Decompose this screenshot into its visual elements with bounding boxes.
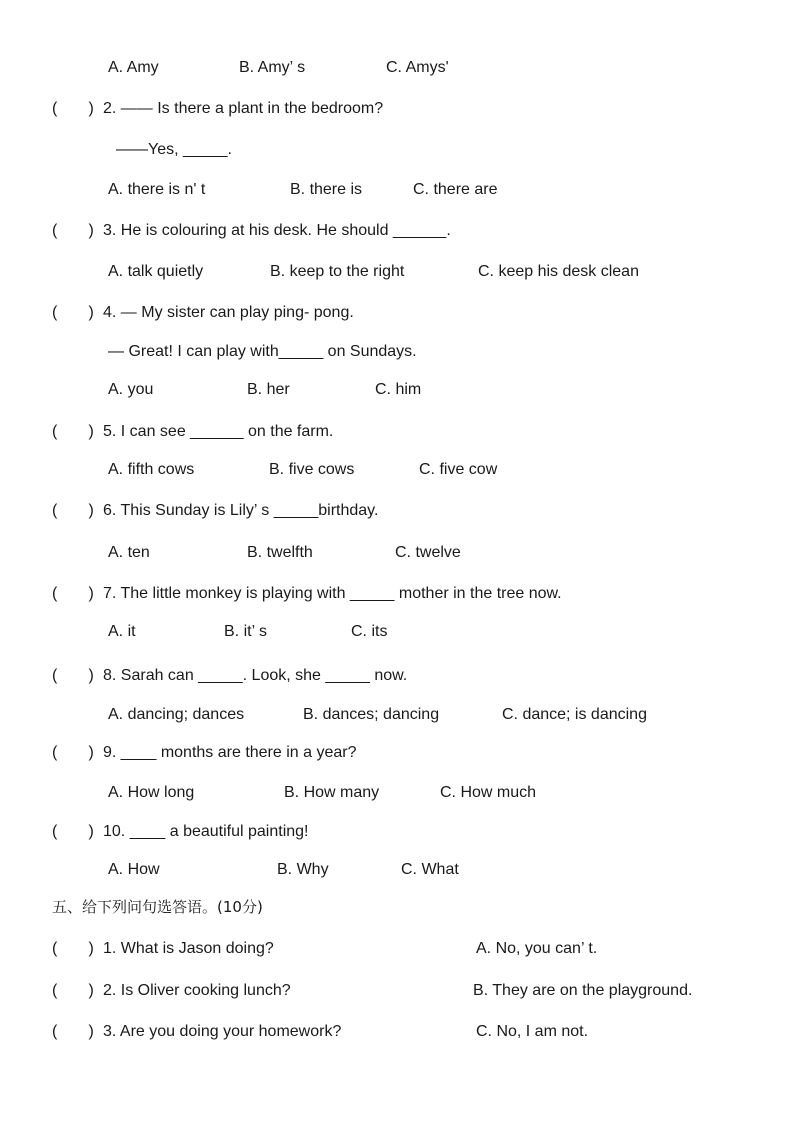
q7-answer-blank[interactable]: ( ): [52, 585, 94, 602]
q10-option-b: B. Why: [277, 861, 329, 878]
q8-option-b: B. dances; dancing: [303, 706, 440, 723]
q3-stem: 3. He is colouring at his desk. He should ______.: [103, 222, 451, 239]
q10-stem: 10. ____ a beautiful painting!: [103, 823, 309, 840]
s5-q2-question: 2. Is Oliver cooking lunch?: [103, 982, 291, 999]
q2-answer-blank[interactable]: ( ): [52, 100, 94, 117]
q10-option-c: C. What: [401, 861, 459, 878]
q4-stem: 4. — My sister can play ping- pong.: [103, 304, 354, 321]
q9-option-c: C. How much: [440, 784, 537, 801]
q10-option-a: A. How: [108, 861, 160, 878]
q4-option-a: A. you: [108, 381, 154, 398]
q4-option-b: B. her: [247, 381, 290, 398]
s5-answer-a: A. No, you can’ t.: [476, 940, 598, 957]
q2-option-a: A. there is n' t: [108, 181, 206, 198]
s5-answer-b: B. They are on the playground.: [473, 982, 693, 999]
q7-option-b: B. it’ s: [224, 623, 267, 640]
q2-stem: 2. —— Is there a plant in the bedroom?: [103, 100, 384, 117]
q8-stem: 8. Sarah can _____. Look, she _____ now.: [103, 667, 408, 684]
q8-option-a: A. dancing; dances: [108, 706, 245, 723]
q4-stem-reply: — Great! I can play with_____ on Sundays.: [108, 343, 417, 360]
q1-option-c: C. Amys': [386, 59, 449, 76]
q6-answer-blank[interactable]: ( ): [52, 502, 94, 519]
q2-stem-reply: ——Yes, _____.: [116, 141, 232, 158]
q3-option-b: B. keep to the right: [270, 263, 405, 280]
q2-option-b: B. there is: [290, 181, 363, 198]
q7-option-c: C. its: [351, 623, 388, 640]
q6-option-c: C. twelve: [395, 544, 461, 561]
q8-answer-blank[interactable]: ( ): [52, 667, 94, 684]
q5-option-c: C. five cow: [419, 461, 498, 478]
s5-answer-c: C. No, I am not.: [476, 1023, 589, 1040]
q2-option-c: C. there are: [413, 181, 498, 198]
q5-option-b: B. five cows: [269, 461, 355, 478]
q6-option-b: B. twelfth: [247, 544, 313, 561]
q4-answer-blank[interactable]: ( ): [52, 304, 94, 321]
q5-stem: 5. I can see ______ on the farm.: [103, 423, 334, 440]
q5-option-a: A. fifth cows: [108, 461, 195, 478]
q6-option-a: A. ten: [108, 544, 150, 561]
q1-option-a: A. Amy: [108, 59, 159, 76]
s5-q3-answer-blank[interactable]: ( ): [52, 1023, 94, 1040]
q8-option-c: C. dance; is dancing: [502, 706, 647, 723]
s5-q3-question: 3. Are you doing your homework?: [103, 1023, 342, 1040]
s5-q2-answer-blank[interactable]: ( ): [52, 982, 94, 999]
q5-answer-blank[interactable]: ( ): [52, 423, 94, 440]
q7-option-a: A. it: [108, 623, 136, 640]
q1-option-b: B. Amy’ s: [239, 59, 306, 76]
s5-q1-answer-blank[interactable]: ( ): [52, 940, 94, 957]
q9-option-a: A. How long: [108, 784, 195, 801]
section-5-heading: 五、给下列问句选答语。(10分): [52, 898, 263, 916]
q9-option-b: B. How many: [284, 784, 380, 801]
q6-stem: 6. This Sunday is Lily’ s _____birthday.: [103, 502, 379, 519]
q3-option-c: C. keep his desk clean: [478, 263, 639, 280]
q10-answer-blank[interactable]: ( ): [52, 823, 94, 840]
q9-answer-blank[interactable]: ( ): [52, 744, 94, 761]
q7-stem: 7. The little monkey is playing with _____ mother in the tree now.: [103, 585, 562, 602]
q9-stem: 9. ____ months are there in a year?: [103, 744, 357, 761]
q4-option-c: C. him: [375, 381, 422, 398]
s5-q1-question: 1. What is Jason doing?: [103, 940, 274, 957]
q3-answer-blank[interactable]: ( ): [52, 222, 94, 239]
q3-option-a: A. talk quietly: [108, 263, 204, 280]
